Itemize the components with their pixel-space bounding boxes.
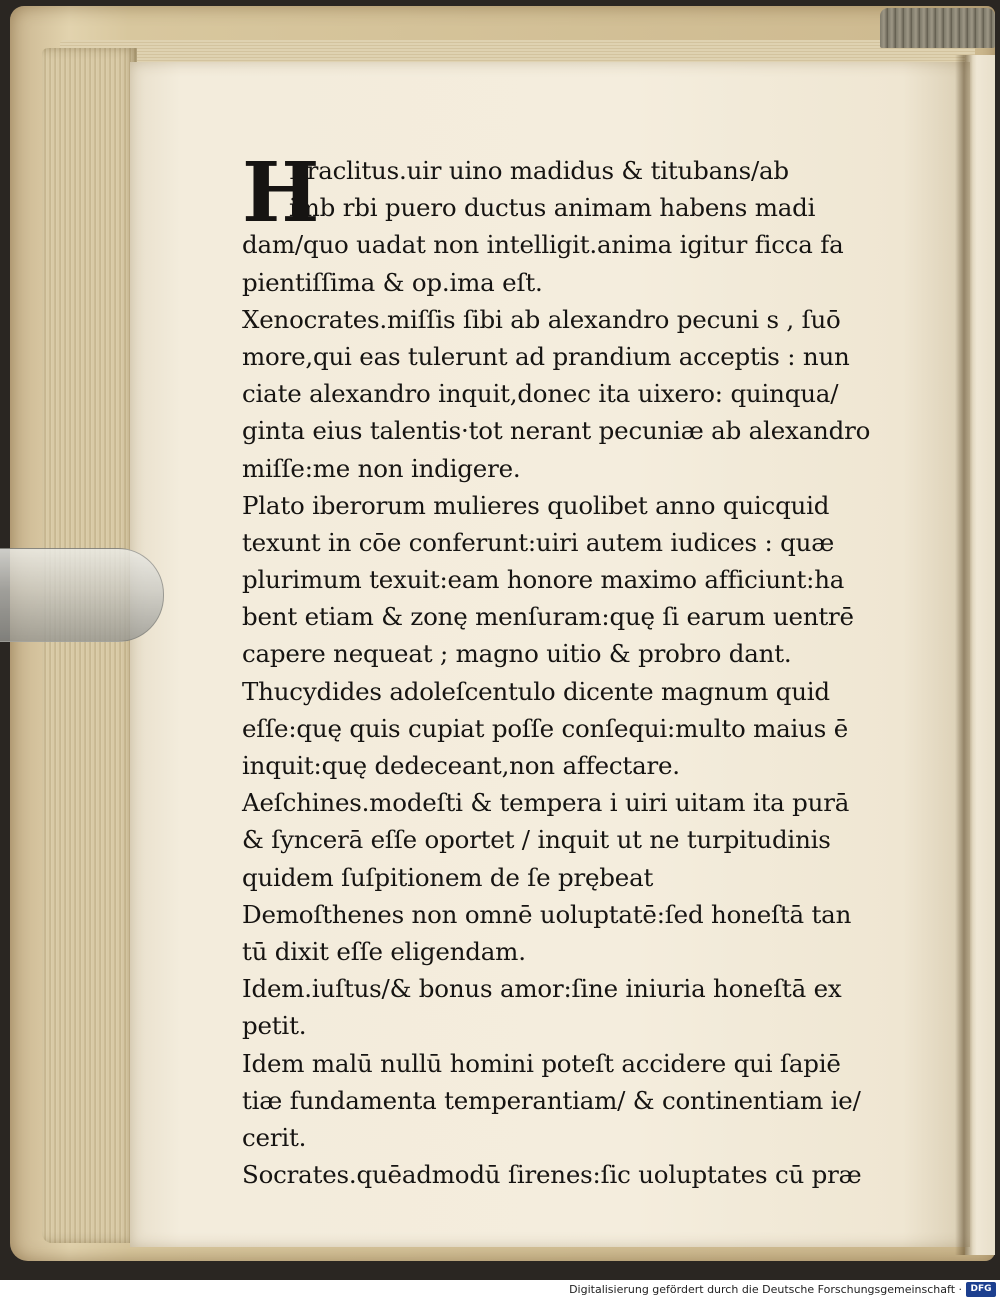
text-line: ciate alexandro inquit,donec ita uixero: quinqua/ xyxy=(242,379,839,409)
drop-cap: H xyxy=(242,145,320,241)
text-line: Thucydides adoleſcentulo dicente magnum quid xyxy=(242,676,830,706)
text-line: Idem malū nullū homini poteſt accidere qui ſapiē xyxy=(242,1048,841,1078)
text-line: bent etiam & zonę menſuram:quę ſi earum uentrē xyxy=(242,602,854,632)
headband xyxy=(880,8,995,48)
text-line: tiæ fundamenta temperantiam/ & continentiam ie/ xyxy=(242,1085,861,1115)
text-line: Plato iberorum mulieres quolibet anno quicquid xyxy=(242,490,830,520)
funding-credit: Digitalisierung gefördert durch die Deutsche Forschungsgemeinschaft · xyxy=(569,1283,962,1296)
text-line: & ſyncerā eſſe oportet / inquit ut ne turpitudinis xyxy=(242,825,831,855)
text-line: texunt in cōe conferunt:uiri autem iudices : quæ xyxy=(242,527,835,557)
text-line: Idem.iuſtus/& bonus amor:ſine iniuria honeſtā ex xyxy=(242,974,842,1004)
text-line: eſſe:quę quis cupiat poſſe conſequi:multo maius ē xyxy=(242,713,849,743)
text-line: ginta eius talentis·tot nerant pecuniæ ab alexandro xyxy=(242,416,871,446)
text-line: cerit. xyxy=(242,1122,307,1152)
text-line: Demoſthenes non omnē uoluptatē:ſed honeſtā tan xyxy=(242,899,852,929)
footer-bar xyxy=(0,1280,1000,1301)
text-line: tū dixit eſſe eligendam. xyxy=(242,936,526,966)
text-line: more,qui eas tulerunt ad prandium acceptis : nun xyxy=(242,341,850,371)
page-clip xyxy=(0,548,164,642)
text-line: dam/quo uadat non intelligit.anima igitur ficca fa xyxy=(242,230,844,260)
page-gutter xyxy=(955,55,973,1255)
text-line: Eraclitus.uir uino madidus & titubans/ab xyxy=(289,156,789,185)
dfg-logo: DFG xyxy=(966,1282,996,1297)
text-line: Aeſchines.modeſti & tempera i uiri uitam ita purā xyxy=(242,788,850,818)
text-line: pientiſſima & op.ima eſt. xyxy=(242,267,543,297)
text-line: quidem ſuſpitionem de ſe prębeat xyxy=(242,862,654,892)
text-line: petit. xyxy=(242,1011,307,1041)
text-line: miſſe:me non indigere. xyxy=(242,453,521,483)
page-text xyxy=(242,145,914,1193)
text-line: Socrates.quēadmodū ſirenes:ſic uoluptates cū præ xyxy=(242,1160,862,1190)
text-line: inquit:quę dedeceant,non affectare. xyxy=(242,751,680,780)
text-line: capere nequeat ; magno uitio & probro dant. xyxy=(242,639,792,669)
text-line: imb rbi puero ductus animam habens madi xyxy=(289,193,816,223)
text-line: plurimum texuit:eam honore maximo afficiunt:ha xyxy=(242,565,845,595)
text-line: Xenocrates.miſſis ſibi ab alexandro pecuni s , ſuō xyxy=(242,304,841,334)
book-fore-edge xyxy=(42,48,137,1243)
